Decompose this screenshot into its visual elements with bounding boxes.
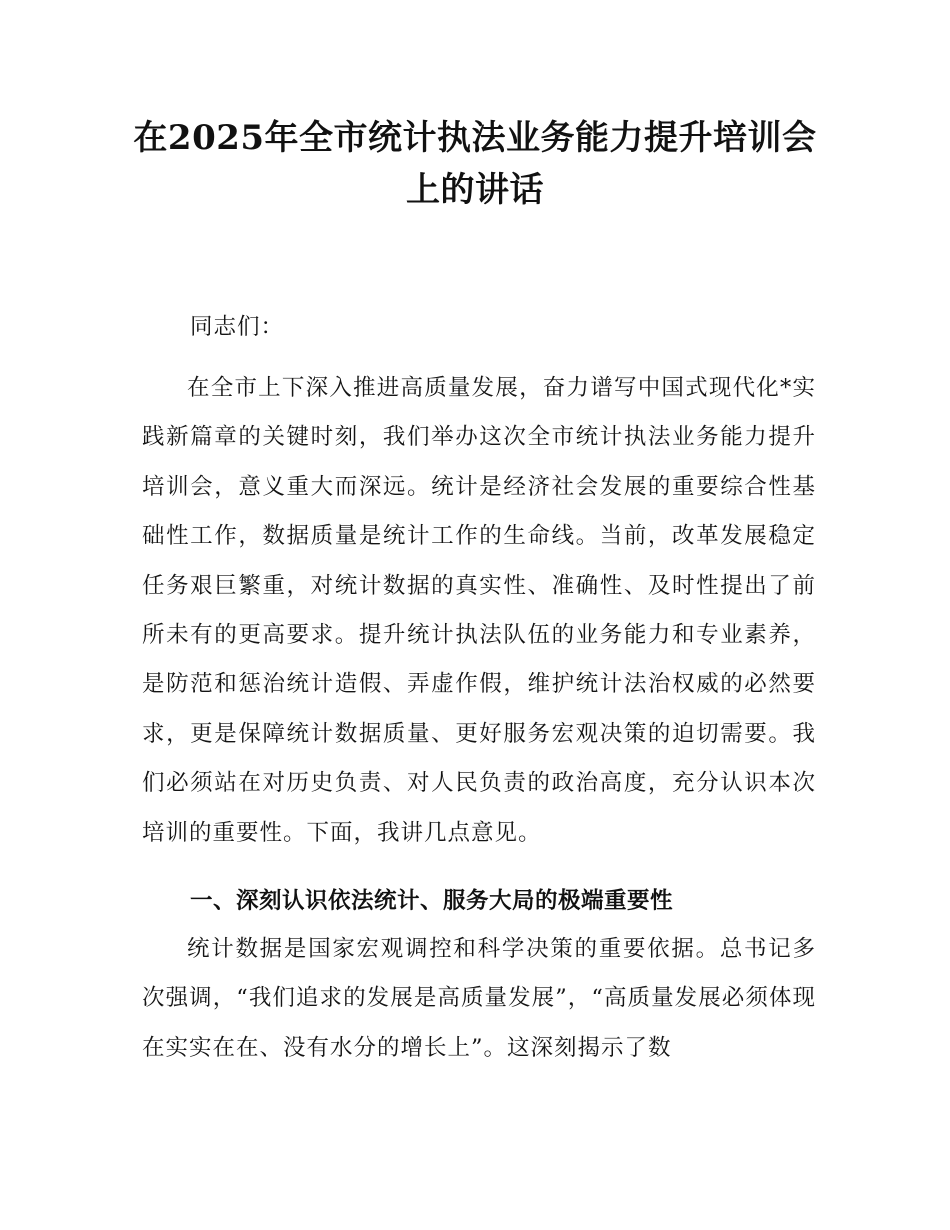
- document-title: 在2025年全市统计执法业务能力提升培训会上的讲话: [133, 118, 817, 210]
- section-paragraph: 统计数据是国家宏观调控和科学决策的重要依据。总书记多次强调，“我们追求的发展是高质量发展”，“高质量发展必须体现在实实在在、没有水分的增长上”。这深刻揭示了数: [142, 936, 816, 1061]
- section-heading: 一、深刻认识依法统计、服务大局的极端重要性: [190, 888, 674, 914]
- salutation: 同志们：: [190, 314, 285, 340]
- intro-paragraph: 在全市上下深入推进高质量发展，奋力谱写中国式现代化*实践新篇章的关键时刻，我们举办这次全市统计执法业务能力提升培训会，意义重大而深远。统计是经济社会发展的重要综合性基础性工作，数据质量是统计工作的生命线。当前，改革发展稳定任务艰巨繁重，对统计数据的真实性、准确性、及时性提出了前所未有的更高要求。提升统计执法队伍的业务能力和专业素养，是防范和惩治统计造假、弄虚作假，维护统计法治权威的必然要求，更是保障统计数据质量、更好服务宏观决策的迫切需要。我们必须站在对历史负责、对人民负责的政治高度，充分认识本次培训的重要性。下面，我讲几点意见。: [142, 375, 816, 846]
